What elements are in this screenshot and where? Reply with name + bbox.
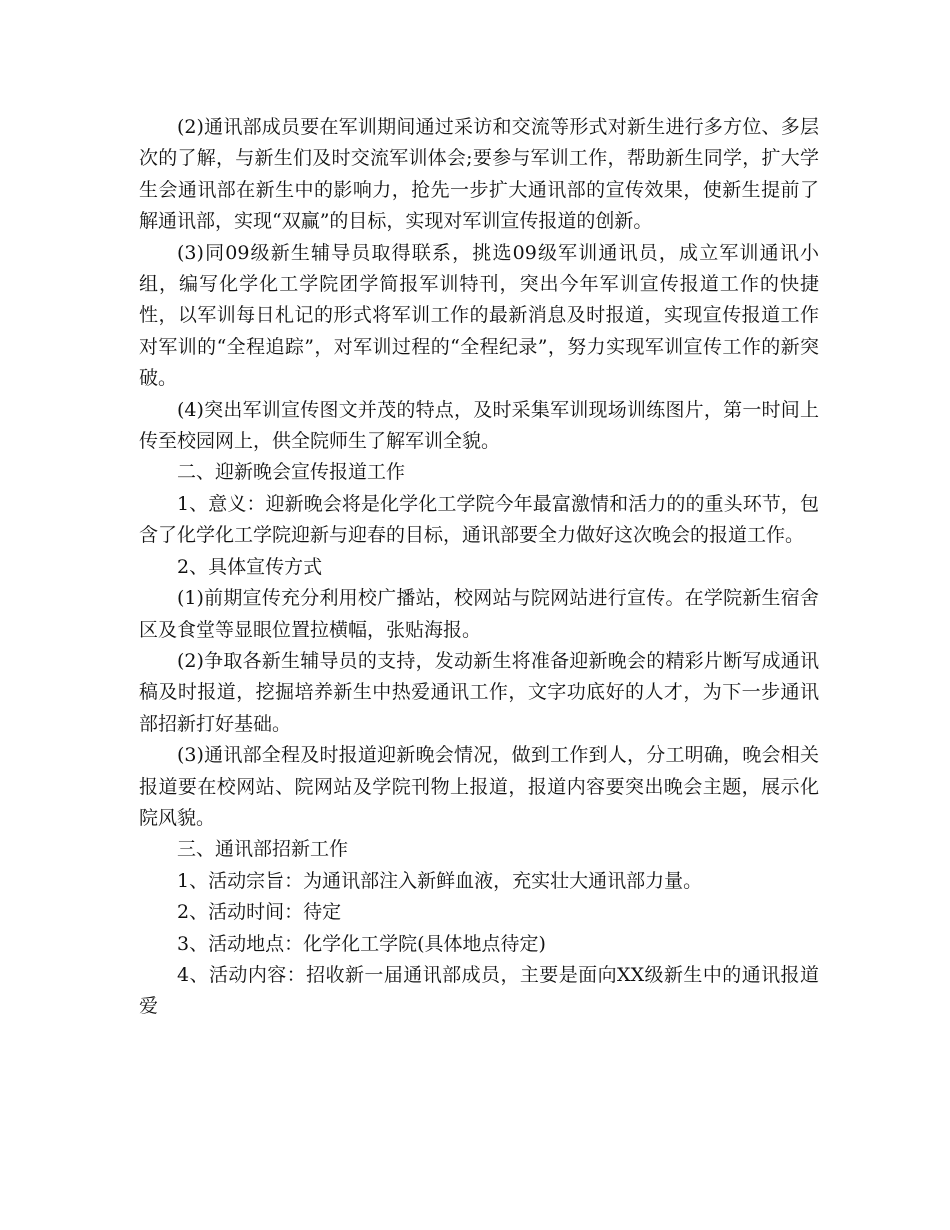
paragraph-item-4-photo-coverage: (4)突出军训宣传图文并茂的特点，及时采集军训现场训练图片，第一时间上传至校园网上，供全院师生了解军训全貌。 xyxy=(139,398,819,453)
section-heading-recruitment: 三、通讯部招新工作 xyxy=(177,838,349,861)
paragraph-activity-location: 3、活动地点：化学化工学院(具体地点待定) xyxy=(177,932,546,955)
paragraph-significance: 1、意义：迎新晚会将是化学化工学院今年最富激情和活力的的重头环节，包含了化学化工学院迎新与迎春的目标，通讯部要全力做好这次晚会的报道工作。 xyxy=(139,492,819,547)
document-body xyxy=(139,112,819,1023)
paragraph-activity-purpose: 1、活动宗旨：为通讯部注入新鲜血液，充实壮大通讯部力量。 xyxy=(177,869,703,892)
section-heading-welcome-gala: 二、迎新晚会宣传报道工作 xyxy=(177,461,406,484)
paragraph-activity-time: 2、活动时间：待定 xyxy=(177,901,342,924)
paragraph-item-3-counselor-contact: (3)同09级新生辅导员取得联系，挑选09级军训通讯员，成立军训通讯小组，编写化学化工学院团学简报军训特刊，突出今年军训宣传报道工作的快捷性，以军训每日札记的形式将军训工作的最新消息及时报道，实现宣传报道工作对军训的“全程追踪”，对军训过程的“全程纪录”，努力实现军训宣传工作的新突破。 xyxy=(139,241,819,390)
subheading-publicity-methods: 2、具体宣传方式 xyxy=(177,555,323,578)
paragraph-item-1-early-publicity: (1)前期宣传充分利用校广播站，校网站与院网站进行宣传。在学院新生宿舍区及食堂等显眼位置拉横幅，张贴海报。 xyxy=(139,587,819,641)
paragraph-activity-content: 4、活动内容：招收新一届通讯部成员，主要是面向XX级新生中的通讯报道爱 xyxy=(139,963,819,1018)
paragraph-item-2-counselor-support: (2)争取各新生辅导员的支持，发动新生将准备迎新晚会的精彩片断写成通讯稿及时报道，挖掘培养新生中热爱通讯工作，文字功底好的人才，为下一步通讯部招新打好基础。 xyxy=(139,649,819,735)
paragraph-item-3-full-coverage: (3)通讯部全程及时报道迎新晚会情况，做到工作到人，分工明确，晚会相关报道要在校网站、院网站及学院刊物上报道，报道内容要突出晚会主题，展示化院风貌。 xyxy=(139,744,819,829)
paragraph-item-2-interviews: (2)通讯部成员要在军训期间通过采访和交流等形式对新生进行多方位、多层次的了解，与新生们及时交流军训体会;要参与军训工作，帮助新生同学，扩大学生会通讯部在新生中的影响力，抢先一步扩大通讯部的宣传效果，使新生提前了解通讯部，实现“双赢”的目标，实现对军训宣传报道的创新。 xyxy=(139,116,819,233)
